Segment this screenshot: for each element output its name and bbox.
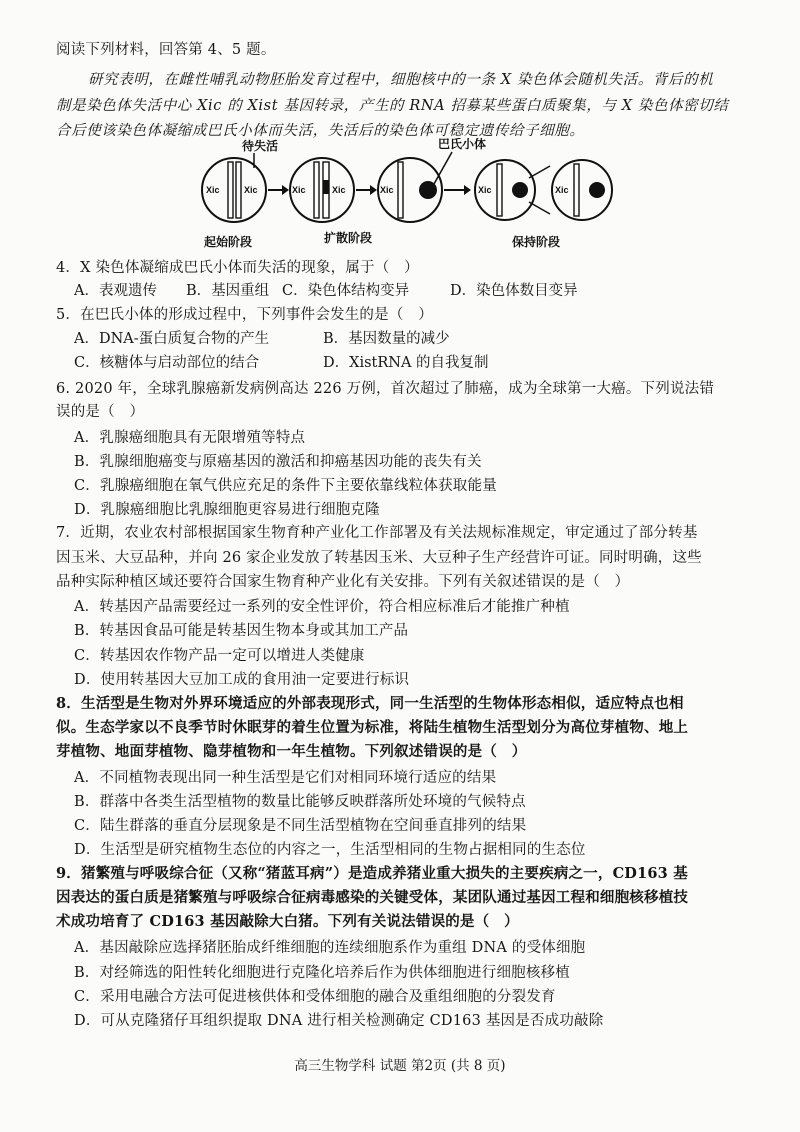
cell-maintain-1 xyxy=(475,160,535,220)
q4-option-b: B．基因重组 xyxy=(186,283,270,299)
q9-option-d: D．可从克隆猪仔耳组织提取 DNA 进行相关检测确定 CD163 基因是否成功敲除 xyxy=(74,1013,604,1029)
q8-stem-line-2: 似。生态学家以不良季节时休眠芽的着生位置为标准，将陆生植物生活型划分为高位芽植物、地上 xyxy=(56,719,689,736)
q6-option-d: D．乳腺癌细胞比乳腺细胞更容易进行细胞克隆 xyxy=(74,502,380,518)
q7-option-a: A．转基因产品需要经过一系列的安全性评价，符合相应标准后才能推广种植 xyxy=(74,599,570,615)
q6-option-a: A．乳腺癌细胞具有无限增殖等特点 xyxy=(74,430,306,446)
q9-stem-line-2: 因表达的蛋白质是猪繁殖与呼吸综合征病毒感染的关键受体，某团队通过基因工程和细胞核移植技 xyxy=(56,889,689,906)
q5-option-b: B．基因数量的减少 xyxy=(323,331,450,347)
passage-line-1: 研究表明，在雌性哺乳动物胚胎发育过程中，细胞核中的一条 X 染色体会随机失活。背后的机 xyxy=(88,72,714,88)
q5-option-d: D．XistRNA 的自我复制 xyxy=(323,355,489,371)
q9-stem-line-1: 9．猪繁殖与呼吸综合征（又称“猪蓝耳病”）是造成养猪业重大损失的主要疾病之一，CD163 基 xyxy=(56,865,688,882)
q8-option-d: D．生活型是研究植物生态位的内容之一，生活型相同的生物占据相同的生态位 xyxy=(74,842,586,858)
q4-option-d: D．染色体数目变异 xyxy=(450,283,578,299)
label-barr-body: 巴氏小体 xyxy=(438,138,487,151)
pointer-barr-body xyxy=(434,152,452,184)
q4-option-c: C．染色体结构变异 xyxy=(282,283,410,299)
q8-stem-line-1: 8．生活型是生物对外界环境适应的外部表现形式，同一生活型的生物体形态相似，适应特点也相 xyxy=(56,695,684,712)
xic-label-4: Xic xyxy=(332,185,346,195)
arrow-head-1 xyxy=(282,185,289,195)
cell-maintain-2 xyxy=(552,160,612,220)
passage-line-2: 制是染色体失活中心 Xic 的 Xist 基因转录，产生的 RNA 招募某些蛋白质聚集，与 X 染色体密切结 xyxy=(56,98,729,114)
arrow-head-3 xyxy=(464,185,471,195)
xic-label-1: Xic xyxy=(206,185,220,195)
cell-initial xyxy=(202,158,266,222)
cell-spread-1 xyxy=(290,158,354,222)
q5-stem: 5．在巴氏小体的形成过程中，下列事件会发生的是（ ） xyxy=(56,307,433,323)
q8-option-a: A．不同植物表现出同一种生活型是它们对相同环境行适应的结果 xyxy=(74,770,497,786)
arrow-head-2 xyxy=(370,185,377,195)
reading-intro: 阅读下列材料，回答第 4、5 题。 xyxy=(56,42,276,58)
cell-spread-2 xyxy=(378,158,442,222)
q8-stem-line-3: 芽植物、地面芽植物、隐芽植物和一年生植物。下列叙述错误的是（ ） xyxy=(56,743,527,760)
q5-option-c: C．核糖体与启动部位的结合 xyxy=(74,355,260,371)
q6-stem-line-2: 误的是（ ） xyxy=(56,404,145,420)
q7-option-d: D．使用转基因大豆加工成的食用油一定要进行标识 xyxy=(74,672,410,688)
passage-line-3: 合后使该染色体凝缩成巴氏小体而失活，失活后的染色体可稳定遗传给子细胞。 xyxy=(56,123,585,139)
page-footer: 高三生物学科 试题 第2页 (共 8 页) xyxy=(294,1058,506,1074)
x-inactivation-diagram xyxy=(190,138,620,250)
q6-option-b: B．乳腺细胞癌变与原癌基因的激活和抑癌基因功能的丧失有关 xyxy=(74,454,482,470)
stage-spread: 扩散阶段 xyxy=(324,231,373,245)
q6-stem-line-1: 6. 2020 年，全球乳腺癌新发病例高达 226 万例，首次超过了肺癌，成为全球第一大癌。下列说法错 xyxy=(56,381,715,397)
q9-option-a: A．基因敲除应选择猪胚胎成纤维细胞的连续细胞系作为重组 DNA 的受体细胞 xyxy=(74,940,586,956)
q8-option-b: B．群落中各类生活型植物的数量比能够反映群落所处环境的气候特点 xyxy=(74,794,526,810)
q4-stem: 4．X 染色体凝缩成巴氏小体而失活的现象，属于（ ） xyxy=(56,260,419,276)
xic-label-5: Xic xyxy=(380,185,394,195)
stage-initial: 起始阶段 xyxy=(204,235,253,249)
xic-label-6: Xic xyxy=(478,185,492,195)
stage-maintain: 保持阶段 xyxy=(512,235,561,249)
q7-stem-line-2: 因玉米、大豆品种，并向 26 家企业发放了转基因玉米、大豆种子生产经营许可证。同时明确，这些 xyxy=(56,550,702,566)
xic-label-3: Xic xyxy=(292,185,306,195)
label-to-inactivate: 待失活 xyxy=(242,139,279,153)
q5-option-a: A．DNA-蛋白质复合物的产生 xyxy=(74,331,270,347)
q9-stem-line-3: 术成功培育了 CD163 基因敲除大白猪。下列有关说法错误的是（ ） xyxy=(56,913,519,930)
q9-option-b: B．对经筛选的阳性转化细胞进行克隆化培养后作为供体细胞进行细胞核移植 xyxy=(74,965,570,981)
q6-option-c: C．乳腺癌细胞在氧气供应充足的条件下主要依靠线粒体获取能量 xyxy=(74,478,497,494)
q7-option-b: B．转基因食品可能是转基因生物本身或其加工产品 xyxy=(74,623,409,639)
q7-stem-line-1: 7．近期，农业农村部根据国家生物育种产业化工作部署及有关法规标准规定，审定通过了部分转基 xyxy=(56,525,698,541)
xic-label-2: Xic xyxy=(244,185,258,195)
q8-option-c: C．陆生群落的垂直分层现象是不同生活型植物在空间垂直排列的结果 xyxy=(74,818,527,834)
branch-down xyxy=(529,202,550,214)
q4-option-a: A．表观遗传 xyxy=(74,283,157,299)
q9-option-c: C．采用电融合方法可促进核供体和受体细胞的融合及重组细胞的分裂发育 xyxy=(74,989,556,1005)
xic-label-7: Xic xyxy=(555,185,569,195)
q7-stem-line-3: 品种实际种植区域还要符合国家生物育种产业化有关安排。下列有关叙述错误的是（ ） xyxy=(56,574,630,590)
q7-option-c: C．转基因农作物产品一定可以增进人类健康 xyxy=(74,648,365,664)
branch-up xyxy=(529,166,550,178)
